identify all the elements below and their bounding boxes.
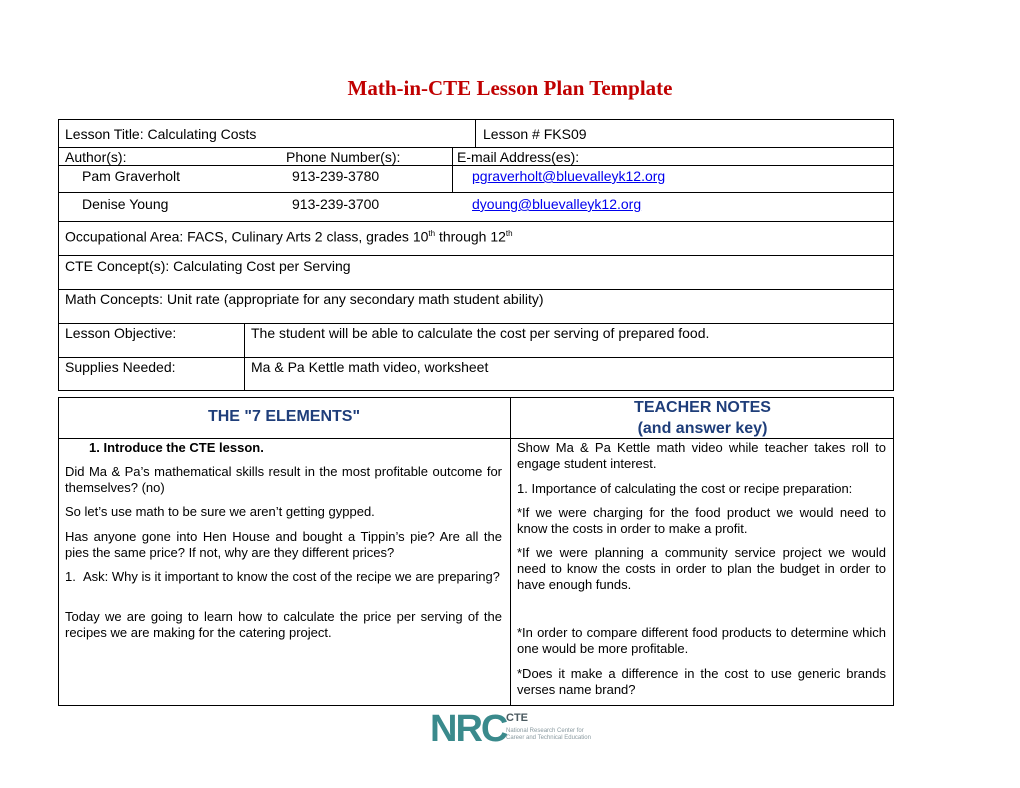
author-phone: 913-239-3700	[292, 196, 380, 212]
left-paragraph: So let’s use math to be sure we aren’t getting gypped.	[65, 504, 375, 519]
lesson-title: Lesson Title: Calculating Costs	[65, 126, 257, 142]
teacher-note: *If we were charging for the food product we would need to know the costs in order to make a profit.	[517, 505, 886, 536]
teacher-note: *In order to compare different food products to determine which one would be more profitable.	[517, 625, 886, 656]
nrc-cte-logo	[430, 710, 600, 750]
author-email-link[interactable]: pgraverholt@bluevalleyk12.org	[472, 168, 666, 184]
supplies-label: Supplies Needed:	[65, 359, 176, 375]
authors-header: Author(s):	[65, 149, 127, 165]
supplies-value: Ma & Pa Kettle math video, worksheet	[251, 359, 489, 375]
teacher-note: *Does it make a difference in the cost to use generic brands verses name brand?	[517, 666, 886, 697]
author-phone: 913-239-3780	[292, 168, 380, 184]
objective-value: The student will be able to calculate the cost per serving of prepared food.	[251, 325, 710, 341]
objective-label: Lesson Objective:	[65, 325, 177, 341]
author-name: Denise Young	[82, 196, 169, 212]
teacher-note: *If we were planning a community service project we would need to know the costs in order to plan the budget in order to have enough funds.	[517, 545, 886, 592]
teacher-notes-header: TEACHER NOTES	[634, 399, 771, 416]
cte-logo-text: CTE	[506, 712, 528, 724]
cte-concept: CTE Concept(s): Calculating Cost per Serving	[65, 258, 351, 274]
elements-header: THE "7 ELEMENTS"	[207, 408, 361, 425]
author-email-link[interactable]: dyoung@bluevalleyk12.org	[472, 196, 642, 212]
occupational-area: Occupational Area: FACS, Culinary Arts 2 class, grades 10th through 12th	[65, 228, 513, 245]
phone-header: Phone Number(s):	[286, 149, 401, 165]
email-header: E-mail Address(es):	[457, 149, 580, 165]
left-paragraph: Has anyone gone into Hen House and bought a Tippin’s pie? Are all the pies the same price? If not, why are they different prices?	[65, 529, 502, 560]
list-item: Ask: Why is it important to know the cost of the recipe we are preparing?	[83, 569, 500, 584]
nrc-logo-text: NRC	[430, 708, 507, 750]
step-1-title: 1. Introduce the CTE lesson.	[89, 440, 264, 455]
teacher-note: 1. Importance of calculating the cost or recipe preparation:	[517, 481, 853, 496]
lesson-number: Lesson # FKS09	[483, 126, 587, 142]
author-name: Pam Graverholt	[82, 168, 181, 184]
list-number: 1.	[65, 569, 76, 584]
logo-line-1: National Research Center for	[506, 728, 584, 734]
answer-key-header: (and answer key)	[637, 420, 768, 437]
page-title: Math-in-CTE Lesson Plan Template	[347, 76, 673, 100]
logo-line-2: Career and Technical Education	[506, 735, 591, 741]
math-concepts: Math Concepts: Unit rate (appropriate for any secondary math student ability)	[65, 291, 544, 307]
left-paragraph: Did Ma & Pa’s mathematical skills result in the most profitable outcome for themselves? (no)	[65, 464, 502, 495]
left-paragraph: Today we are going to learn how to calculate the price per serving of the recipes we are making for the catering project.	[65, 609, 502, 640]
teacher-note: Show Ma & Pa Kettle math video while teacher takes roll to engage student interest.	[517, 440, 886, 471]
